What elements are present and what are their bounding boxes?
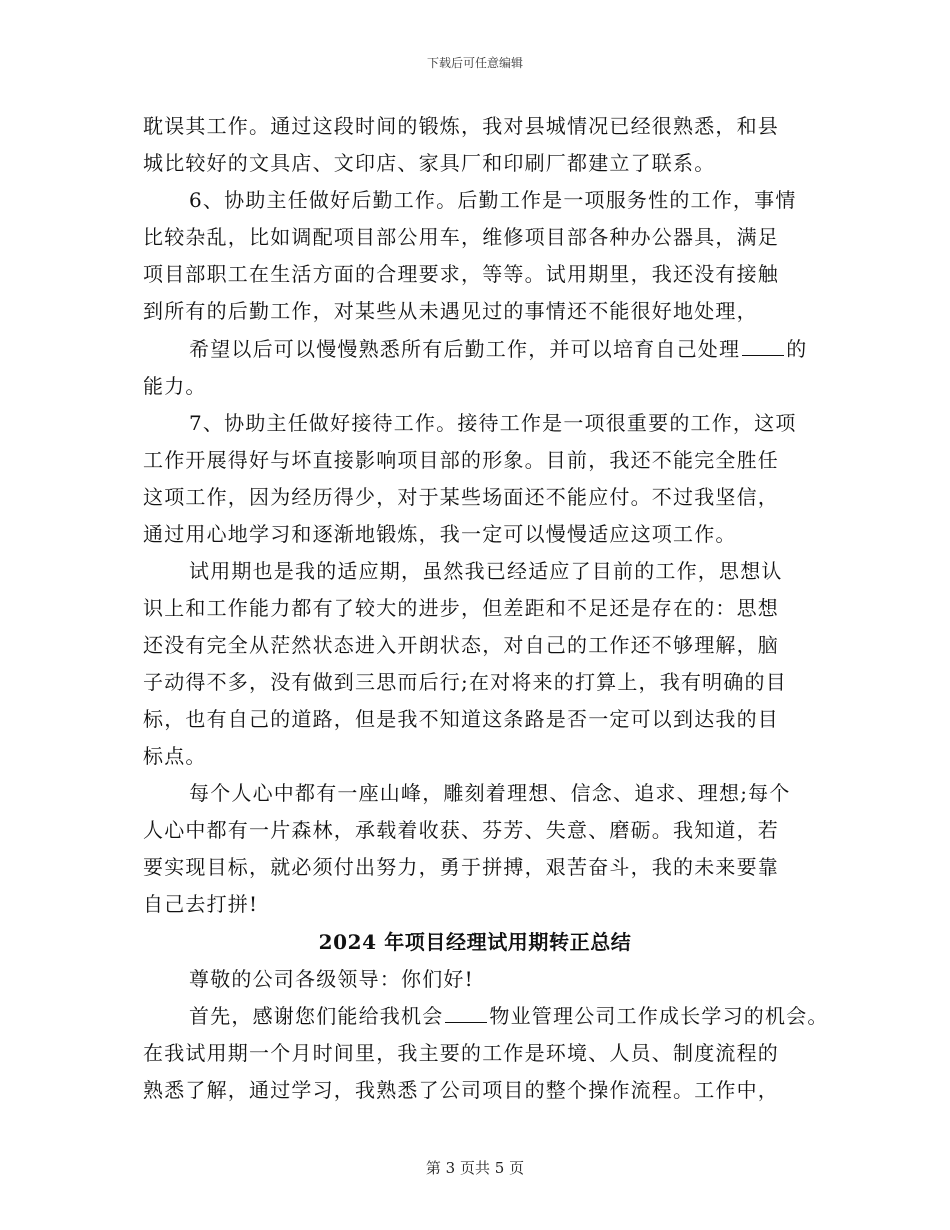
- text-line: 城比较好的文具店、文印店、家具厂和印刷厂都建立了联系。: [143, 151, 716, 175]
- text-line: 每个人心中都有一座山峰，雕刻着理想、信念、追求、理想;每个: [189, 781, 791, 805]
- page-header: 下载后可任意编辑: [426, 56, 523, 70]
- text-line: 到所有的后勤工作，对某些从未遇见过的事情还不能很好地处理，: [143, 299, 758, 323]
- text-line: 识上和工作能力都有了较大的进步，但差距和不足还是存在的：思想: [143, 596, 779, 620]
- text-line: 要实现目标，就必须付出努力，勇于拼搏，艰苦奋斗，我的未来要靠: [143, 855, 779, 879]
- text-fragment: 首先，感谢您们能给我机会: [189, 1004, 444, 1028]
- text-line: 自己去打拼!: [143, 892, 259, 916]
- text-line: 能力。: [143, 374, 207, 398]
- fill-in-blank: [445, 1004, 487, 1023]
- text-fragment: 物业管理公司工作成长学习的机会。: [489, 1004, 829, 1028]
- text-line: 6、协助主任做好后勤工作。后勤工作是一项服务性的工作，事情: [189, 188, 797, 212]
- text-line: 试用期也是我的适应期，虽然我已经适应了目前的工作，思想认: [189, 559, 783, 583]
- text-line: 通过用心地学习和逐渐地锻炼，我一定可以慢慢适应这项工作。: [143, 522, 737, 546]
- text-line: 项目部职工在生活方面的合理要求，等等。试用期里，我还没有接触: [143, 262, 779, 286]
- text-line: 工作开展得好与坏直接影响项目部的形象。目前，我还不能完全胜任: [143, 448, 779, 472]
- text-fragment: 希望以后可以慢慢熟悉所有后勤工作，并可以培育自己处理: [189, 337, 741, 361]
- text-line: 耽误其工作。通过这段时间的锻炼，我对县城情况已经很熟悉，和县: [143, 114, 779, 138]
- text-line: 熟悉了解，通过学习，我熟悉了公司项目的整个操作流程。工作中，: [143, 1078, 779, 1102]
- text-line: 在我试用期一个月时间里，我主要的工作是环境、人员、制度流程的: [143, 1041, 779, 1065]
- text-fragment: 的: [786, 337, 808, 361]
- text-line: 尊敬的公司各级领导：你们好!: [189, 967, 474, 991]
- text-line-with-blank: [189, 1004, 829, 1028]
- text-line: 标点。: [143, 744, 207, 768]
- text-line: 7、协助主任做好接待工作。接待工作是一项很重要的工作，这项: [189, 411, 797, 435]
- text-line: 还没有完全从茫然状态进入开朗状态，对自己的工作还不够理解，脑: [143, 633, 779, 657]
- text-line: 比较杂乱，比如调配项目部公用车，维修项目部各种办公器具，满足: [143, 225, 779, 249]
- fill-in-blank: [742, 337, 784, 356]
- text-line: 人心中都有一片森林，承载着收获、芬芳、失意、磨砺。我知道，若: [143, 818, 779, 842]
- page-footer: 第 3 页共 5 页: [425, 1159, 525, 1177]
- text-line: 这项工作，因为经历得少，对于某些场面还不能应付。不过我坚信，: [143, 485, 779, 509]
- section-title: 2024 年项目经理试用期转正总结: [318, 930, 632, 954]
- text-line-with-blank: [189, 337, 807, 361]
- text-line: 子动得不多，没有做到三思而后行;在对将来的打算上，我有明确的目: [143, 670, 787, 694]
- text-line: 标，也有自己的道路，但是我不知道这条路是否一定可以到达我的目: [143, 707, 779, 731]
